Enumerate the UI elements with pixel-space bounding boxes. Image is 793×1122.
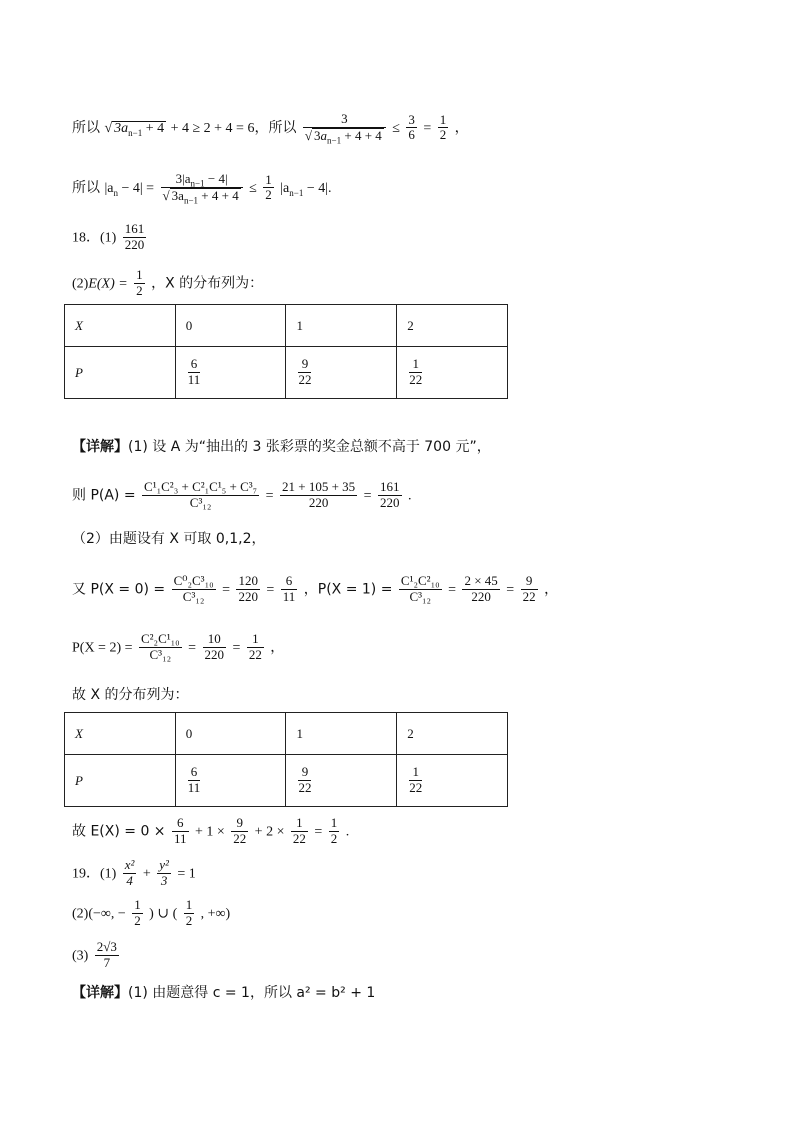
ex-line: 故 E(X) = 0 × $\frac{6}{11}$ + 1 × $\frac{9}{22}$ + 2 × $\frac{1}{22}$ = $\frac{1}{2}$ . [72, 815, 350, 846]
fraction: $\frac{3}{√ 3a_{n-1} + 4 + 4}$ [303, 112, 386, 144]
p0-p1-line: 又 P(X = 0) = $\frac{\text{C⁰₂C³₁₀}}{\text{C³₁₂}}$ = $\frac{120}{220}$ = $\frac{6}{11}$ ，P(X = 1) = $\frac{\text{C¹₂C²₁₀}}{\text{C³₁₂}}$ = $\frac{2 \times 45}{220}$ = $\frac{9}{22}$ ， [72, 573, 559, 604]
line-1: 所以 √ $3a_{n-1} + 4 + 4 \ge 2 + 4 = 6$，所以 $\frac{3}{√ 3a_{n-1} + 4 + 4}$ ≤ $\frac{3}{6}$ = $\frac{1}{2}$ ， [72, 111, 469, 146]
distribution-table-1: X 0 1 2 P $\frac{6}{11}$ $\frac{9}{22}$ $\frac{1}{22}$ [64, 304, 508, 399]
gu-line: 故 X 的分布列为： [72, 687, 189, 703]
q19-part1: 19．(1) $\frac{\text{x²}}{4}$ + $\frac{\text{y²}}{3}$ = 1 [72, 857, 196, 888]
detail-3: 【详解】(1) 由题意得 c = 1，所以 a² = b² + 1 [72, 985, 376, 1001]
distribution-table-2: X 0 1 2 P $\frac{6}{11}$ $\frac{9}{22}$ $\frac{1}{22}$ [64, 712, 508, 807]
line-2: 所以 $|a_n - 4|$ = $\frac{3|a_{n-1} - 4|}{√ 3a_{n-1} + 4 + 4}$ ≤ $\frac{1}{2}$ $|a_{n-1} - 4|$. [72, 171, 332, 206]
detail-2: （2）由题设有 X 可取 0,1,2， [72, 531, 266, 547]
detail-1: 【详解】(1) 设 A 为“抽出的 3 张彩票的奖金总额不高于 700 元”， [72, 439, 491, 455]
pa-line: 则 P(A) = $\frac{\text{C¹₁C²₃ + C²₁C¹₅ + C³₇}}{\text{C³₁₂}}$ = $\frac{21 + 105 + 35}{220}$ = $\frac{161}{220}$ . [72, 479, 412, 510]
q19-part2: (2)(−∞, − $\frac{1}{2}$ ) ∪ ( $\frac{1}{2}$ , +∞) [72, 897, 231, 928]
q18-part1: 18．(1) $\frac{161}{220}$ [72, 221, 145, 252]
q18-part2: (2)E(X) = $\frac{1}{2}$ ，X 的分布列为： [72, 267, 264, 298]
q19-part3: (3) $\frac{2√3}{7}$ [72, 939, 117, 970]
p2-line: P(X = 2) = $\frac{\text{C²₂C¹₁₀}}{\text{C³₁₂}}$ = $\frac{10}{220}$ = $\frac{1}{22}$ ， [72, 631, 285, 662]
